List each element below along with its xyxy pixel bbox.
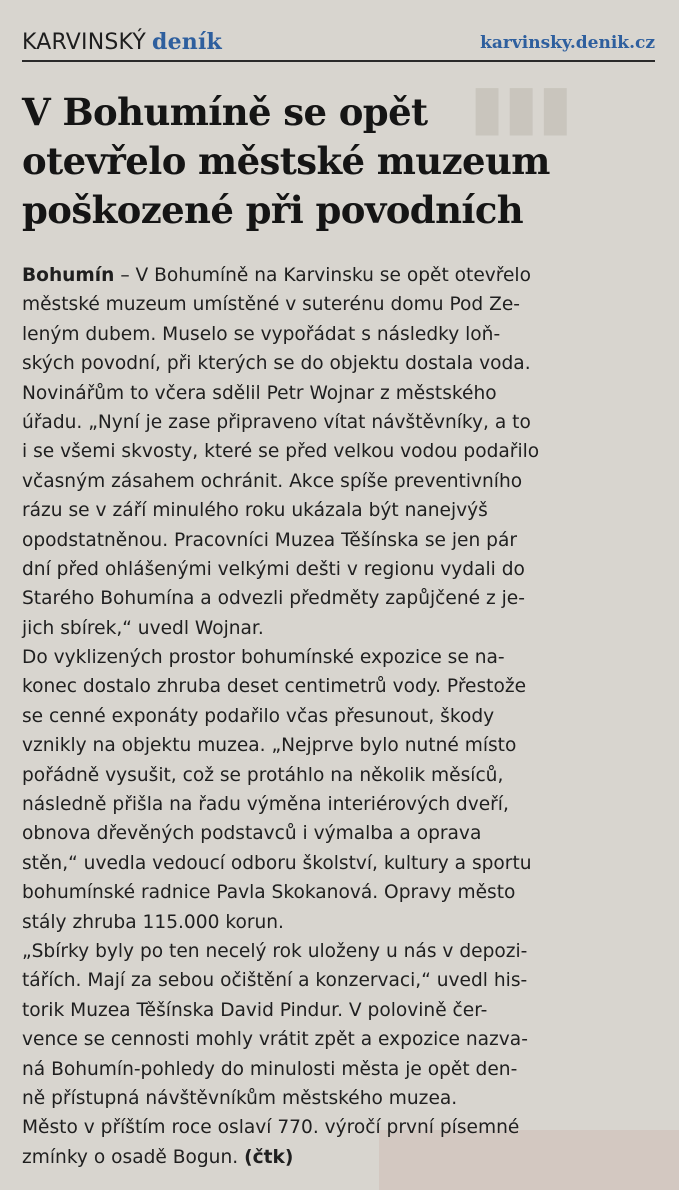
article-line: i se všemi skvosty, které se před velkou vodou podařilo [22, 441, 540, 463]
article-line: konec dostalo zhruba deset centimetrů vody. Přestože [22, 676, 527, 698]
reverse-page-bleed: ▮▮▮ [470, 70, 573, 143]
site-url: karvinsky.denik.cz [480, 33, 655, 53]
article-line [22, 261, 662, 290]
headline-line: V Bohumíně se opět [22, 90, 428, 134]
headline-line: otevřelo městské muzeum [22, 139, 550, 183]
article-line: leným dubem. Muselo se vypořádat s následky loň- [22, 323, 501, 345]
masthead [22, 26, 655, 62]
source-credit: (čtk) [244, 1146, 294, 1168]
article-line: jich sbírek,“ uvedl Wojnar. [22, 617, 264, 639]
article-line: Do vyklizených prostor bohumínské expozice se na- [22, 647, 505, 669]
article-line: Město v příštím roce oslaví 770. výročí první písemné [22, 1117, 520, 1139]
article-line: Starého Bohumína a odvezli předměty zapůjčené z je- [22, 588, 525, 610]
article-line: stály zhruba 115.000 korun. [22, 911, 284, 933]
article-line: včasným zásahem ochránit. Akce spíše preventivního [22, 470, 523, 492]
article-line: úřadu. „Nyní je zase připraveno vítat návštěvníky, a to [22, 411, 531, 433]
article-line-text: – V Bohumíně na Karvinsku se opět otevřelo [114, 265, 531, 286]
article-line: „Sbírky byly po ten necelý rok uloženy u nás v depozi- [22, 940, 528, 962]
article-line: obnova dřevěných podstavců i výmalba a oprava [22, 823, 482, 845]
article-line: opodstatněnou. Pracovníci Muzea Těšínska se jen pár [22, 529, 518, 551]
article-line: vence se cennosti mohly vrátit zpět a expozice nazva- [22, 1029, 528, 1051]
article-line: bohumínské radnice Pavla Skokanová. Opravy město [22, 882, 516, 904]
article-line: stěn,“ uvedla vedoucí odboru školství, kultury a sportu [22, 852, 532, 874]
article-line: ně přístupná návštěvníkům městského muzea. [22, 1087, 458, 1109]
article-line-text: zmínky o osadě Bogun. [22, 1146, 245, 1168]
headline-line: poškozené při povodních [22, 188, 524, 232]
brand-primary: KARVINSKÝ [22, 30, 147, 55]
brand-logo [22, 29, 222, 60]
article-line: městské muzeum umístěné v suterénu domu Pod Ze- [22, 294, 520, 316]
article-line: tářích. Mají za sebou očištění a konzervaci,“ uvedl his- [22, 970, 528, 992]
article-line: ských povodní, při kterých se do objektu dostala voda. [22, 353, 531, 375]
brand-accent: deník [152, 29, 222, 55]
article-line: dní před ohlášenými velkými dešti v regionu vydali do [22, 558, 525, 580]
article-line: rázu se v září minulého roku ukázala být nanejvýš [22, 500, 488, 522]
article-body [22, 261, 662, 1172]
article-line: vznikly na objektu muzea. „Nejprve bylo nutné místo [22, 735, 517, 757]
article-line: ná Bohumín-pohledy do minulosti města je opět den- [22, 1058, 518, 1080]
article-headline [22, 88, 662, 235]
article-line: se cenné exponáty podařilo včas přesunout, škody [22, 705, 495, 727]
article-line: pořádně vysušit, což se protáhlo na několik měsíců, [22, 764, 504, 786]
article-line: následně přišla na řadu výměna interiérových dveří, [22, 794, 509, 816]
article-line: torik Muzea Těšínska David Pindur. V polovině čer- [22, 999, 488, 1021]
dateline: Bohumín [22, 265, 115, 286]
article-line [22, 1143, 662, 1172]
article-line: Novinářům to včera sdělil Petr Wojnar z městského [22, 382, 497, 404]
